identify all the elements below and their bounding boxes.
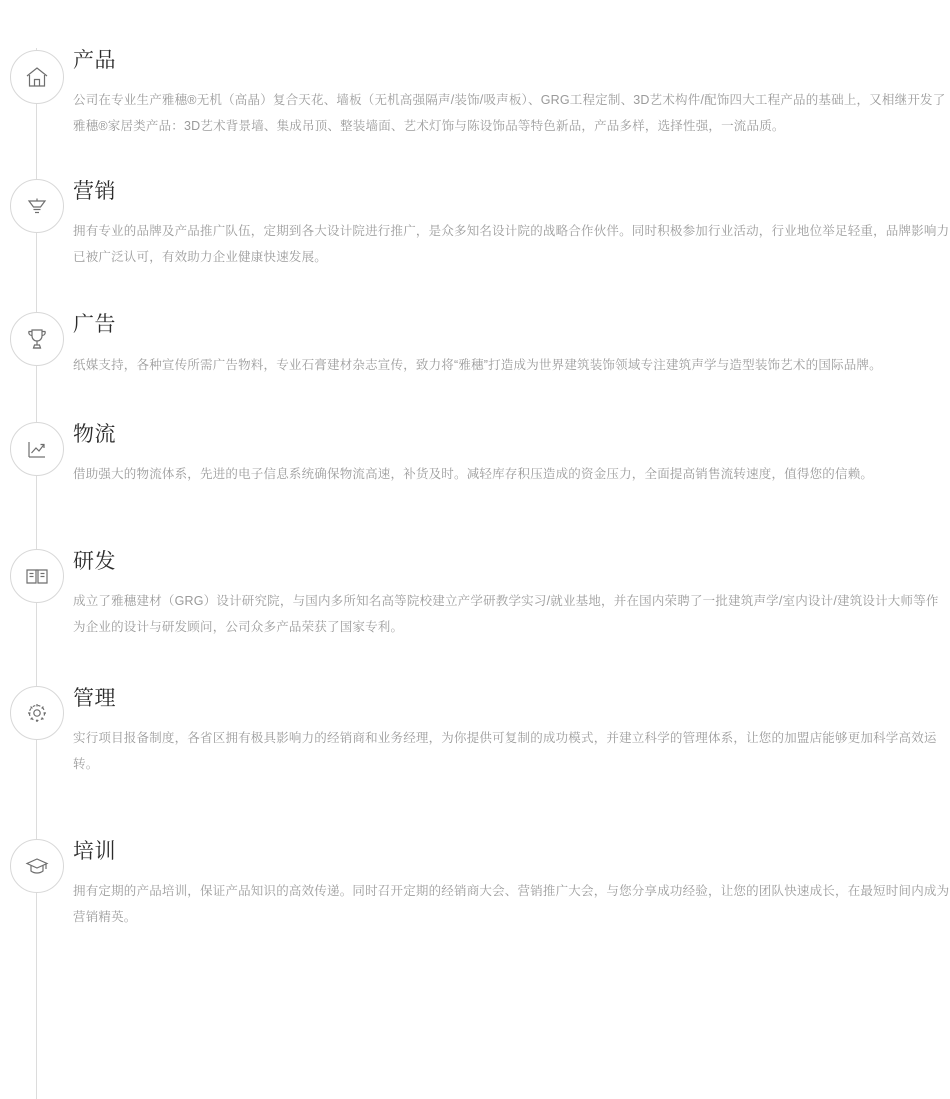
list-item-content: [73, 549, 950, 640]
list-item-content: [73, 179, 950, 270]
section-description: 借助强大的物流体系，先进的电子信息系统确保物流高速，补货及时。减轻库存积压造成的资金压力，全面提高销售流转速度，值得您的信赖。: [73, 466, 874, 481]
list-item-content: [73, 422, 950, 487]
section-title: 营销: [73, 180, 116, 204]
list-item: [0, 48, 950, 139]
timeline-icon-slot: [0, 312, 73, 366]
home-icon: [10, 50, 64, 104]
list-item: [0, 549, 950, 640]
book-icon: [10, 549, 64, 603]
section-description: 拥有专业的品牌及产品推广队伍，定期到各大设计院进行推广，是众多知名设计院的战略合作伙伴。同时积极参加行业活动，行业地位举足轻重，品牌影响力已被广泛认可，有效助力企业健康快速发展。: [73, 224, 950, 265]
chart-up-icon: [10, 422, 64, 476]
timeline-icon-slot: [0, 686, 73, 740]
list-item: [0, 422, 950, 487]
section-title: 产品: [73, 49, 116, 72]
list-item: [0, 312, 950, 377]
timeline-icon-slot: [0, 50, 73, 104]
megaphone-icon: [10, 179, 64, 233]
timeline-icon-slot: [0, 179, 73, 233]
list-item-content: [73, 48, 950, 139]
timeline-icon-slot: [0, 839, 73, 893]
section-title: 物流: [73, 422, 116, 446]
section-description: 实行项目报备制度，各省区拥有极具影响力的经销商和业务经理，为你提供可复制的成功模式，并建立科学的管理体系，让您的加盟店能够更加科学高效运转。: [73, 731, 937, 772]
trophy-icon: [10, 312, 64, 366]
section-description: 拥有定期的产品培训，保证产品知识的高效传递。同时召开定期的经销商大会、营销推广大会，与您分享成功经验，让您的团队快速成长，在最短时间内成为营销精英。: [73, 884, 950, 925]
section-title: 广告: [73, 313, 116, 337]
list-item: [0, 179, 950, 270]
section-description: 公司在专业生产雅穗®无机（高晶）复合天花、墙板（无机高强隔声/装饰/吸声板）、GRG工程定制、3D艺术构件/配饰四大工程产品的基础上，又相继开发了雅穗®家居类产品：3D艺术背景墙、集成吊顶、整装墙面、艺术灯饰与陈设饰品等特色新品，产品多样，选择性强，一流品质。: [73, 93, 946, 134]
section-description: 纸媒支持，各种宣传所需广告物料，专业石膏建材杂志宣传，致力将“雅穗”打造成为世界建筑装饰领域专注建筑声学与造型装饰艺术的国际品牌。: [73, 357, 882, 372]
gear-icon: [10, 686, 64, 740]
graduation-cap-icon: [10, 839, 64, 893]
timeline-icon-slot: [0, 422, 73, 476]
list-item: [0, 839, 950, 930]
list-item-content: [73, 839, 950, 930]
list-item: [0, 686, 950, 777]
section-title: 培训: [73, 840, 116, 864]
timeline-icon-slot: [0, 549, 73, 603]
section-title: 管理: [73, 686, 116, 710]
section-title: 研发: [73, 549, 116, 573]
timeline-list: [0, 48, 950, 1099]
list-item-content: [73, 686, 950, 777]
list-item-content: [73, 312, 950, 377]
section-description: 成立了雅穗建材（GRG）设计研究院，与国内多所知名高等院校建立产学研教学实习/就业基地，并在国内荣聘了一批建筑声学/室内设计/建筑设计大师等作为企业的设计与研发顾问，公司众多产品荣获了国家专利。: [73, 593, 939, 634]
